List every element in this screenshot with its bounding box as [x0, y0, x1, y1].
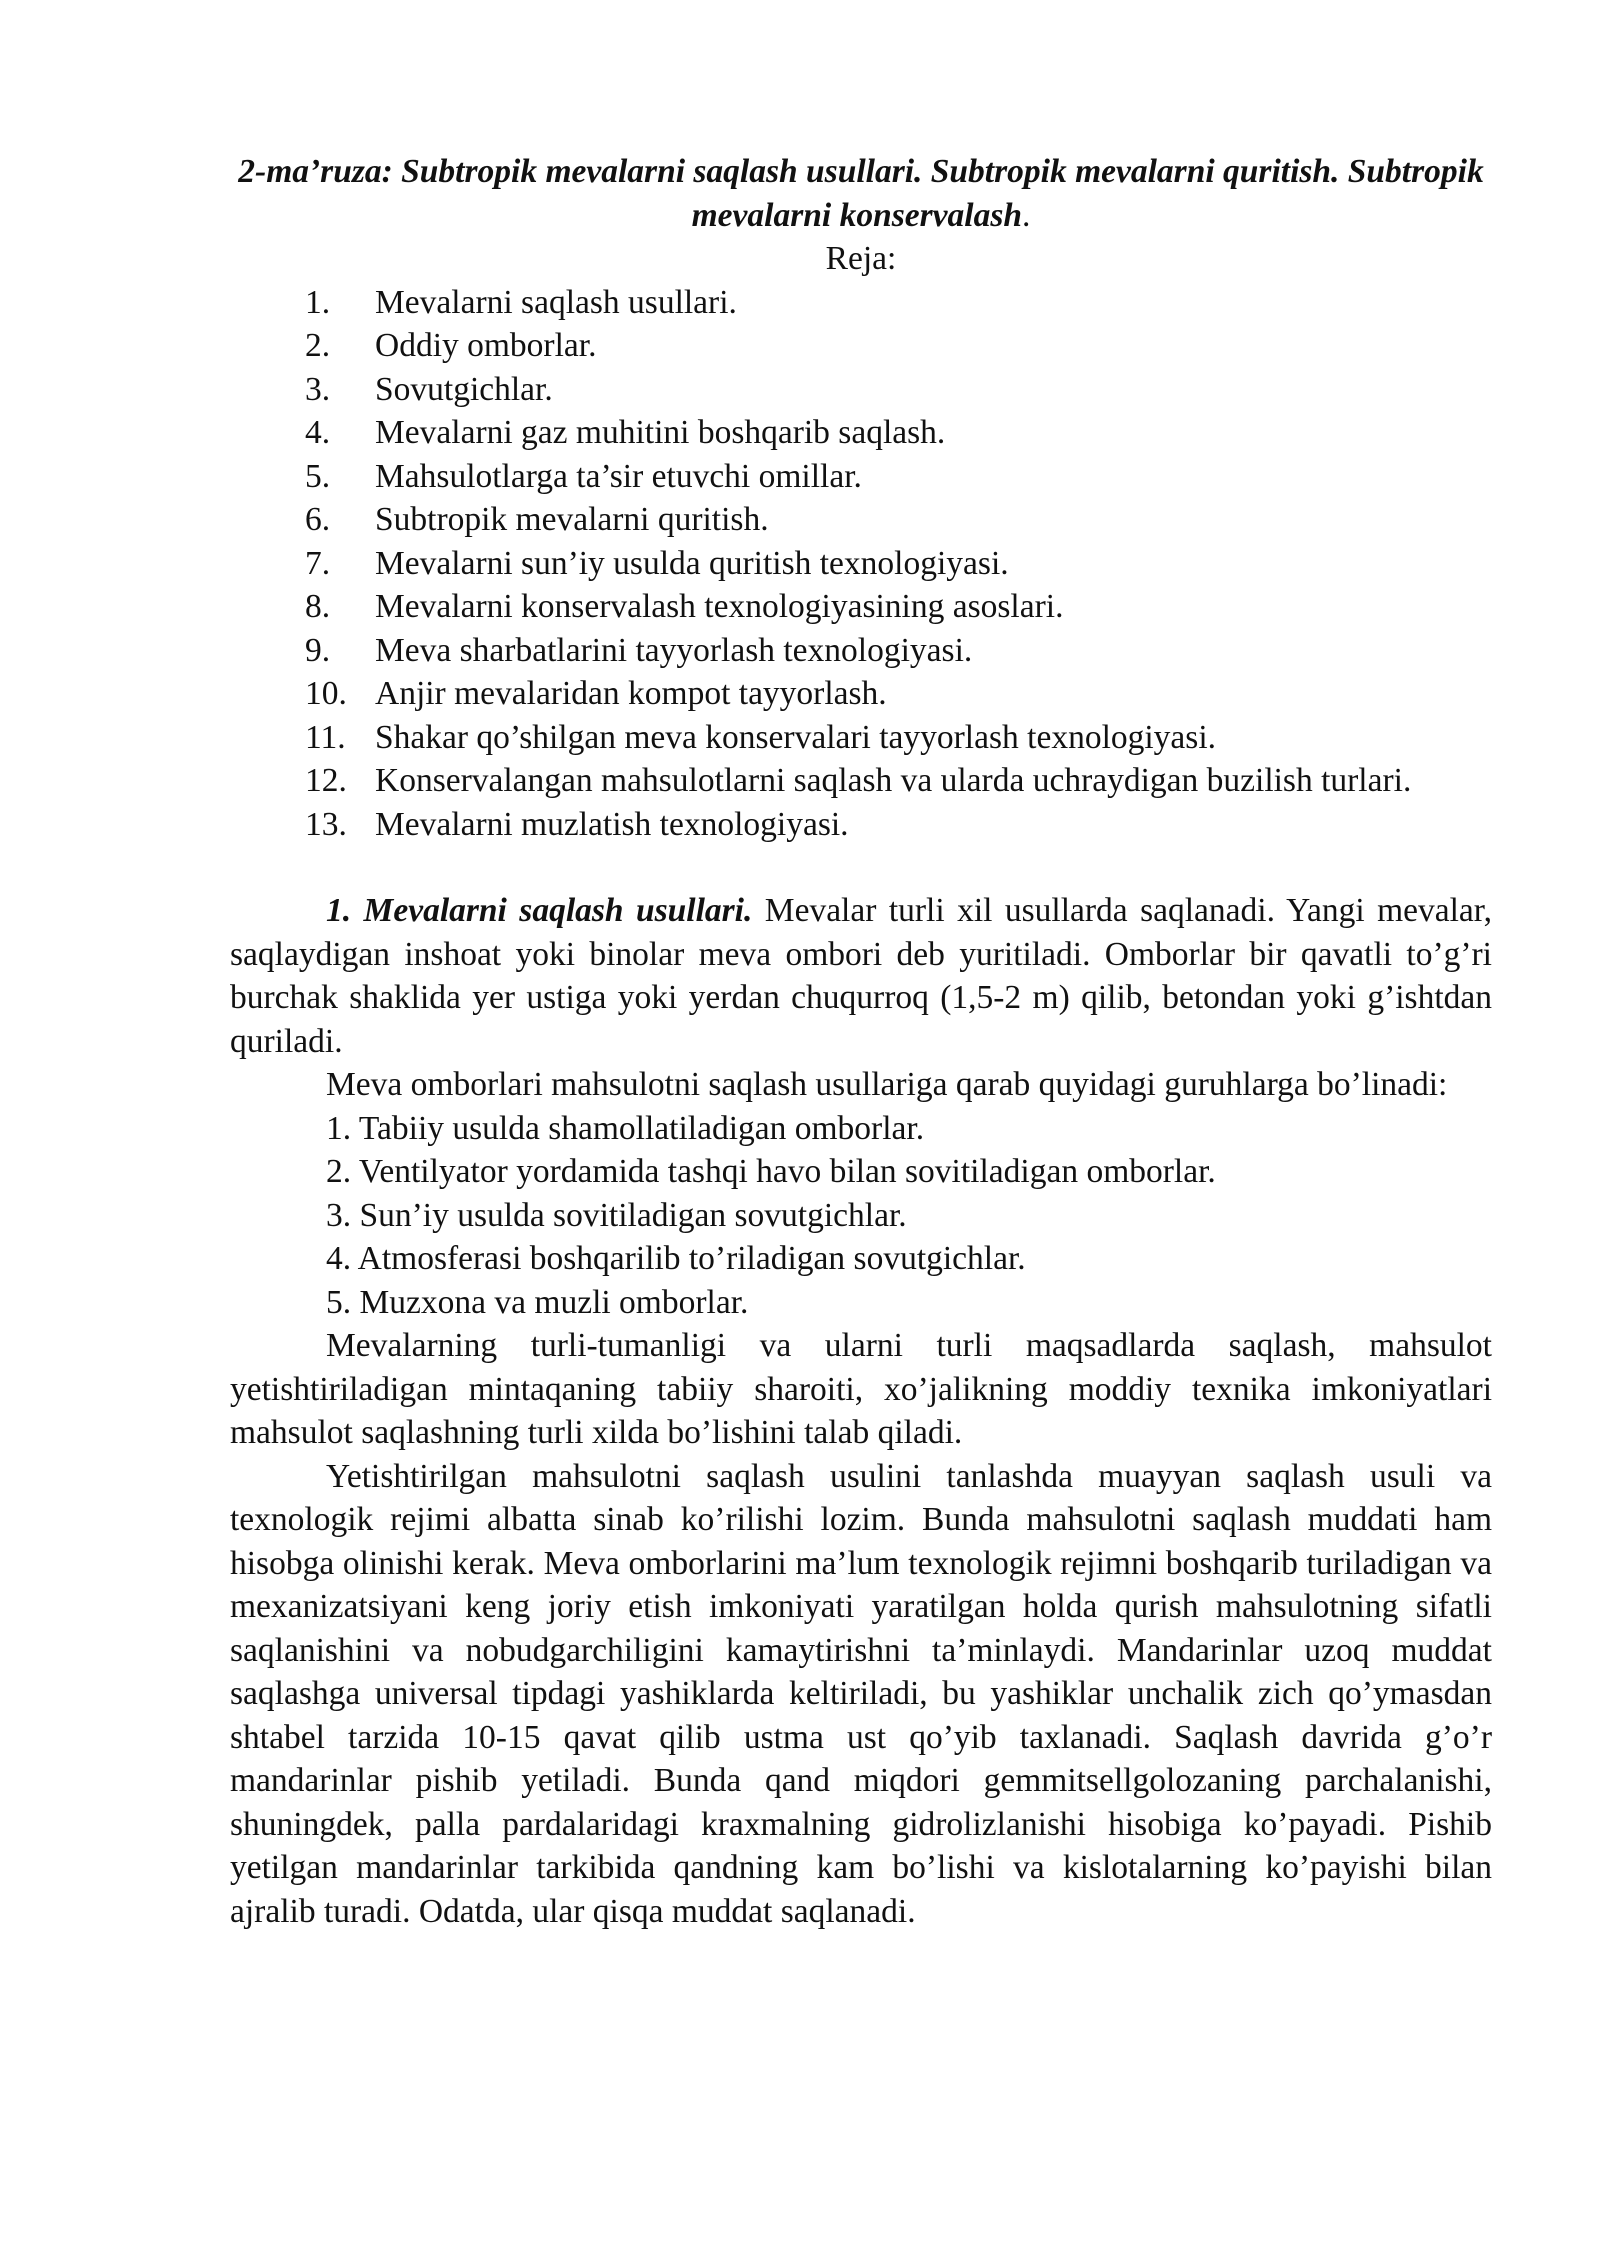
- plan-item: [305, 672, 1492, 716]
- plan-item-number: 4.: [305, 414, 331, 451]
- plan-item-number: 2.: [305, 327, 331, 364]
- plan-item-number: 9.: [305, 631, 331, 669]
- section1-paragraph: [230, 889, 1492, 1063]
- plan-item-text: Meva sharbatlarini tayyorlash texnologiyasi.: [375, 631, 973, 669]
- plan-item: [305, 542, 1492, 586]
- paragraph-variety: Mevalarning turli-tumanligi va ularni turli maqsadlarda saqlash, mahsulot yetishtiriladigan mintaqaning tabiiy sharoiti, xo’jalikning moddiy texnika imkoniyatlari mahsulot saqlashning turli xilda bo’lishini talab qiladi.: [230, 1327, 1492, 1451]
- plan-item: [305, 803, 1492, 847]
- plan-item-text: Mahsulotlarga ta’sir etuvchi omillar.: [375, 457, 862, 495]
- plan-item-number: 6.: [305, 501, 331, 538]
- paragraph-mandarins: Yetishtirilgan mahsulotni saqlash usulini tanlashda muayyan saqlash usuli va texnologik rejimi albatta sinab ko’rilishi lozim. Bunda mahsulotni saqlash muddati ham hisobga olinishi kerak. Meva omborlarini ma’lum texnologik rejimni boshqarib turiladigan va mexanizatsiyani keng joriy etish imkoniyati yaratilgan holda qurish mahsulotning sifatli saqlanishini va nobudgarchiligini kamaytirishni ta’minlaydi. Mandarinlar uzoq muddat saqlashga universal tipdagi yashiklarda keltiriladi, bu yashiklar unchalik zich qo’ymasdan shtabel tarzida 10-15 qavat qilib ustma ust qo’yib taxlanadi. Saqlash davrida g’o’r mandarinlar pishib yetiladi. Bunda qand miqdori gemmitsellgolozaning parchalanishi, shuningdek, palla pardalaridagi kraxmalning gidrolizlanishi hisobiga ko’payadi. Pishib yetilgan mandarinlar tarkibida qandning kam bo’lishi va kislotalarning ko’payishi bilan ajralib turadi. Odatda, ular qisqa muddat saqlanadi.: [230, 1457, 1492, 1930]
- plan-item-number: 11.: [305, 718, 346, 756]
- storage-type-item: 1. Tabiiy usulda shamollatiladigan omborlar.: [326, 1109, 925, 1147]
- document-content: [230, 150, 1492, 1933]
- plan-item-number: 5.: [305, 457, 331, 495]
- plan-item-number: 10.: [305, 675, 347, 712]
- plan-item-text: Mevalarni muzlatish texnologiyasi.: [375, 805, 849, 843]
- plan-item: [305, 716, 1492, 760]
- lecture-title: [230, 150, 1492, 237]
- plan-item: [305, 498, 1492, 542]
- plan-item: [305, 324, 1492, 368]
- plan-list: [230, 281, 1492, 847]
- lecture-title-period: .: [1022, 196, 1031, 234]
- plan-item: [305, 411, 1492, 455]
- plan-item: [305, 281, 1492, 325]
- plan-item: [305, 368, 1492, 412]
- plan-item-number: 1.: [305, 283, 331, 321]
- plan-item-number: 8.: [305, 588, 331, 625]
- storage-types-list: [230, 1107, 1492, 1325]
- plan-item-text: Shakar qo’shilgan meva konservalari tayyorlash texnologiyasi.: [375, 718, 1217, 756]
- plan-item-number: 12.: [305, 762, 347, 799]
- plan-item-text: Mevalarni saqlash usullari.: [375, 283, 737, 321]
- plan-item: [305, 629, 1492, 673]
- section-spacer: [230, 846, 1492, 889]
- plan-item-number: 7.: [305, 544, 331, 582]
- plan-item: [305, 585, 1492, 629]
- plan-item-text: Oddiy omborlar.: [375, 327, 597, 364]
- plan-item: [305, 759, 1492, 803]
- plan-item-text: Konservalangan mahsulotlarni saqlash va ularda uchraydigan buzilish turlari.: [375, 762, 1412, 799]
- plan-item-number: 3.: [305, 370, 331, 408]
- plan-heading: Reja:: [825, 240, 897, 277]
- storage-type-item: 4. Atmosferasi boshqarilib to’riladigan sovutgichlar.: [326, 1240, 1026, 1277]
- storage-type-item: 3. Sun’iy usulda sovitiladigan sovutgichlar.: [326, 1196, 907, 1234]
- storage-type-item: 5. Muzxona va muzli omborlar.: [326, 1283, 749, 1321]
- plan-item-text: Mevalarni sun’iy usulda quritish texnologiyasi.: [375, 544, 1009, 582]
- plan-item-text: Subtropik mevalarni quritish.: [375, 501, 769, 538]
- section1-heading: 1. Mevalarni saqlash usullari.: [326, 892, 753, 929]
- section1-intro: Mevalar turli xil usullarda saqlanadi. Yangi mevalar, saqlaydigan inshoat yoki binolar meva ombori deb yuritiladi. Omborlar bir qavatli to’g’ri burchak shaklida yer ustiga yoki yerdan chuqurroq (1,5-2 m) qilib, betondan yoki g’ishtdan quriladi.: [230, 892, 1492, 1060]
- plan-item-text: Mevalarni konservalash texnologiyasining asoslari.: [375, 588, 1064, 625]
- storage-type-item: 2. Ventilyator yordamida tashqi havo bilan sovitiladigan omborlar.: [326, 1153, 1216, 1190]
- plan-item-text: Anjir mevalaridan kompot tayyorlash.: [375, 675, 887, 712]
- plan-item-text: Sovutgichlar.: [375, 370, 553, 408]
- paragraph-storage-groups: Meva omborlari mahsulotni saqlash usullariga qarab quyidagi guruhlarga bo’linadi:: [326, 1066, 1448, 1103]
- plan-item: [305, 455, 1492, 499]
- lecture-title-text: 2-ma’ruza: Subtropik mevalarni saqlash usullari. Subtropik mevalarni quritish. Subtropik mevalarni konservalash: [238, 153, 1484, 234]
- plan-item-text: Mevalarni gaz muhitini boshqarib saqlash.: [375, 414, 946, 451]
- plan-item-number: 13.: [305, 805, 347, 843]
